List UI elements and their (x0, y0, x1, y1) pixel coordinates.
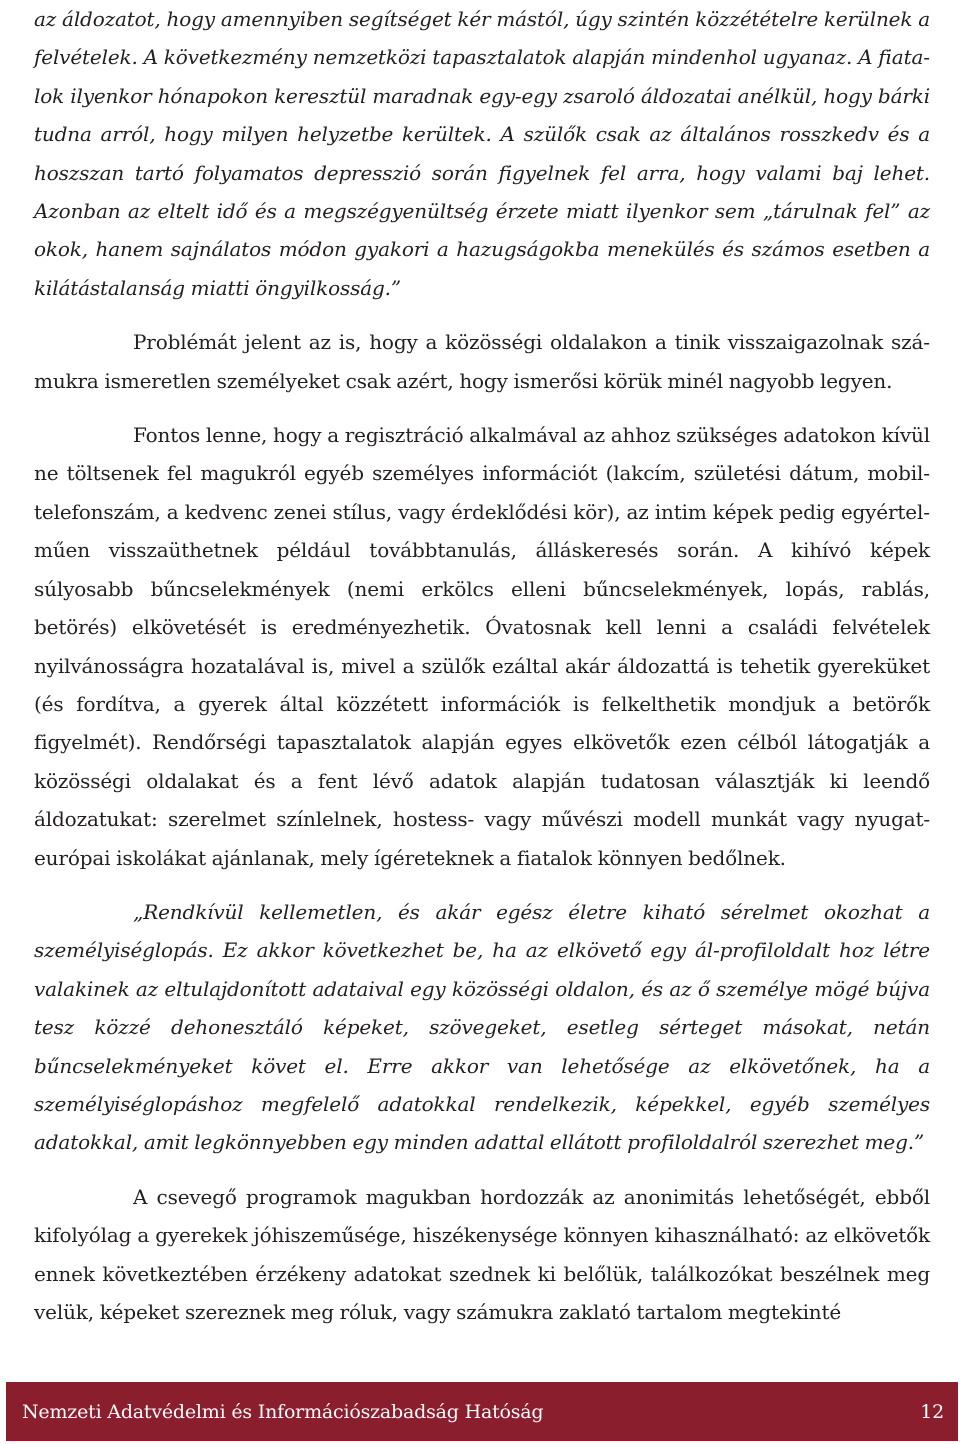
page-number: 12 (920, 1400, 944, 1423)
paragraph-chat-programs: A csevegő programok magukban hordozzák az anonimitás lehetőségét, ebből kifolyólag a gyerekek jóhiszeműsége, hiszékenysége könnyen kihasználható: az elkövetők ennek következtében érzékeny adatokat szednek ki belőlük, találkozókat beszélnek meg velük, képeket szereznek meg róluk, vagy számukra zaklató tartalom megtekinté (34, 1184, 930, 1324)
paragraph-quote-continuation: az áldozatot, hogy amennyiben segítséget kér mástól, úgy szintén közzétételre kerülnek a felvételek. A következmény nemzetközi tapasztalatok alapján mindenhol ugyanaz. A fiatalok ilyenkor hónapokon keresztül maradnak egy-egy zsaroló áldozatai anélkül, hogy bárki tudna arról, hogy milyen helyzetbe kerültek. A szülők csak az általános rosszkedv és a hoszszan tartó folyamatos depresszió során figyelnek fel arra, hogy valami baj lehet. Azonban az eltelt idő és a megszégyenültség érzete miatt ilyenkor sem „tárulnak fel” az okok, hanem sajnálatos módon gyakori a hazugságokba menekülés és számos esetben a kilátástalanság miatti öngyilkosság.” (34, 7, 930, 300)
paragraph-identity-theft-quote: „Rendkívül kellemetlen, és akár egész életre kiható sérelmet okozhat a személyiséglopás. Ez akkor következhet be, ha az elkövető egy ál-profiloldalt hoz létre valakinek az eltulajdonított adataival egy közösségi oldalon, és az ő személye mögé bújva tesz közzé dehonesztáló képeket, szövegeket, esetleg sérteget másokat, netán bűncselekményeket követ el. Erre akkor van lehetősége az elkövetőnek, ha a személyiséglopáshoz megfelelő adatokkal rendelkezik, képekkel, egyéb személyes adatokkal, amit legkönnyebben egy minden adattal ellátott profiloldalról szerezhet meg.” (34, 899, 930, 1155)
paragraph-social-acceptance: Problémát jelent az is, hogy a közösségi oldalakon a tinik visszaigazolnak számukra ismeretlen személyeket csak azért, hogy ismerősi körük minél nagyobb legyen. (34, 330, 930, 393)
document-body (34, 0, 930, 1331)
page-footer (6, 1382, 958, 1441)
footer-organization: Nemzeti Adatvédelmi és Információszabadság Hatóság (22, 1400, 544, 1423)
paragraph-registration-advice: Fontos lenne, hogy a regisztráció alkalmával az ahhoz szükséges adatokon kívül ne töltsenek fel magukról egyéb személyes információt (lakcím, születési dátum, mobiltelefonszám, a kedvenc zenei stílus, vagy érdeklődési kör), az intim képek pedig egyértelműen visszaüthetnek például továbbtanulás, álláskeresés során. A kihívó képek súlyosabb bűncselekmények (nemi erkölcs elleni bűncselekmények, lopás, rablás, betörés) elkövetését is eredményezhetik. Óvatosnak kell lenni a családi felvételek nyilvánosságra hozatalával is, mivel a szülők ezáltal akár áldozattá is tehetik gyereküket (és fordítva, a gyerek által közzétett információk is felkelthetik mondjuk a betörők figyelmét). Rendőrségi tapasztalatok alapján egyes elkövetők ezen célból látogatják a közösségi oldalakat és a fent lévő adatok alapján tudatosan választják ki leendő áldozatukat: szerelmet színlelnek, hostess- vagy művészi modell munkát vagy nyugat-európai iskolákat ajánlanak, mely ígéreteknek a fiatalok könnyen bedőlnek. (34, 423, 930, 870)
